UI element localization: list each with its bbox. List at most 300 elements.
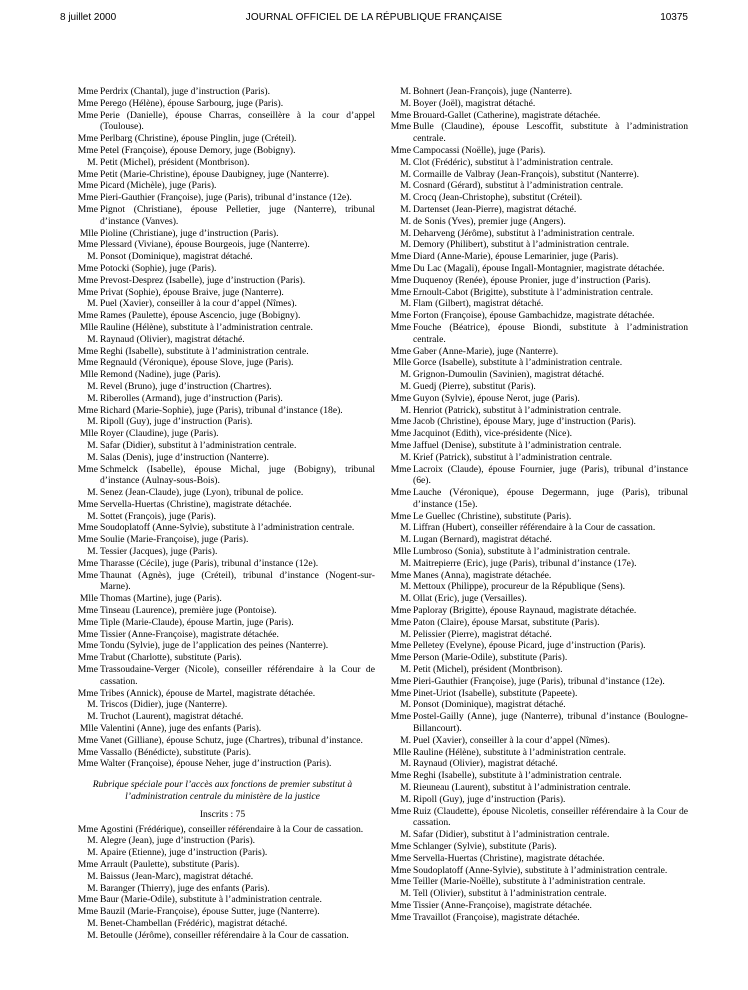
list-item: [383, 110, 688, 122]
entry-text: Perie (Danielle), épouse Charras, conseillère à la cour d’appel (Toulouse).: [100, 109, 375, 133]
entry-title: M.: [400, 380, 411, 392]
list-item: [383, 900, 688, 912]
entry-text: Dartenset (Jean-Pierre), magistrat détaché.: [413, 203, 577, 215]
list-item: [70, 593, 375, 605]
entry-title: Mme: [77, 144, 98, 156]
entry-title: Mme: [390, 911, 411, 923]
list-item: [70, 871, 375, 883]
list-item: [70, 847, 375, 859]
entry-text: Apaire (Etienne), juge d’instruction (Paris).: [100, 847, 268, 859]
entry-text: Bulle (Claudine), épouse Lescoffit, substitute à l’administration centrale.: [413, 121, 688, 145]
list-item: [70, 428, 375, 440]
entry-title: M.: [87, 451, 98, 463]
list-item: [383, 652, 688, 664]
entry-title: Mme: [77, 262, 98, 274]
entry-title: Mme: [77, 498, 98, 510]
entry-text: Perlbarg (Christine), épouse Pinglin, juge (Créteil).: [100, 133, 297, 145]
entry-text: Senez (Jean-Claude), juge (Lyon), tribunal de police.: [100, 487, 304, 499]
entry-text: Valentini (Anne), juge des enfants (Paris).: [100, 723, 262, 735]
entry-title: Mme: [77, 86, 98, 97]
list-item: [383, 676, 688, 688]
entry-text: Prevost-Desprez (Isabelle), juge d’instruction (Paris).: [100, 274, 306, 286]
list-item: [70, 558, 375, 570]
list-item: [383, 357, 688, 369]
entry-text: Riberolles (Armand), juge d’instruction (Paris).: [100, 392, 283, 404]
entry-title: Mme: [390, 463, 411, 475]
entry-title: M.: [87, 510, 98, 522]
entry-title: Mme: [390, 416, 411, 428]
list-item: [383, 487, 688, 511]
entry-title: M.: [87, 711, 98, 723]
entry-text: Duquenoy (Renée), épouse Pronier, juge d’instruction (Paris).: [413, 274, 651, 286]
entry-title: Mlle: [79, 593, 98, 605]
entry-text: Pelletey (Evelyne), épouse Picard, juge d’instruction (Paris).: [413, 640, 646, 652]
entry-title: Mme: [77, 628, 98, 640]
list-item: [70, 464, 375, 488]
entry-title: Mme: [77, 906, 98, 918]
entry-title: Mme: [77, 746, 98, 758]
entry-text: Brouard-Gallet (Catherine), magistrate détachée.: [413, 109, 601, 121]
entry-text: Tell (Olivier), substitut à l’administration centrale.: [413, 888, 607, 900]
entry-text: Servella-Huertas (Christine), magistrate détachée.: [413, 852, 605, 864]
entry-title: M.: [87, 156, 98, 168]
entry-title: Mme: [390, 841, 411, 852]
list-item: [70, 499, 375, 511]
list-item: [70, 452, 375, 464]
list-item: [383, 228, 688, 240]
entry-title: Mme: [77, 109, 98, 121]
entry-title: M.: [400, 227, 411, 239]
entry-text: Le Guellec (Christine), substitute (Paris).: [413, 510, 572, 522]
list-item: [70, 758, 375, 770]
list-item: [383, 98, 688, 110]
entry-text: Schlanger (Sylvie), substitute (Paris).: [413, 841, 557, 852]
entry-text: Agostini (Frédérique), conseiller référendaire à la Cour de cassation.: [100, 823, 364, 835]
entry-title: M.: [400, 156, 411, 168]
entry-text: Demory (Philibert), substitut à l’administration centrale.: [413, 239, 630, 251]
entry-text: Tissier (Anne-Françoise), magistrate détachée.: [413, 899, 592, 911]
entry-text: Fouche (Béatrice), épouse Biondi, substitute à l’administration centrale.: [413, 321, 688, 345]
entry-title: M.: [87, 439, 98, 451]
entry-text: Clot (Frédéric), substitut à l’administration centrale.: [413, 156, 614, 168]
list-item: [383, 86, 688, 98]
entry-title: M.: [400, 298, 411, 310]
entry-title: Mme: [77, 734, 98, 746]
entry-title: M.: [87, 392, 98, 404]
entry-text: Guedj (Pierre), substitut (Paris).: [413, 380, 536, 392]
list-item: [70, 416, 375, 428]
entry-title: Mme: [77, 652, 98, 664]
entry-title: Mme: [390, 286, 411, 298]
entry-text: Puel (Xavier), conseiller à la cour d’appel (Nîmes).: [100, 298, 297, 310]
entry-title: M.: [400, 86, 411, 97]
entry-text: Person (Marie-Odile), substitute (Paris).: [413, 652, 568, 664]
list-item: [70, 169, 375, 181]
list-item: [383, 157, 688, 169]
entry-text: Royer (Claudine), juge (Paris).: [100, 428, 219, 440]
list-item: [70, 145, 375, 157]
entry-title: Mme: [77, 894, 98, 906]
list-item: [383, 416, 688, 428]
list-item: [383, 464, 688, 488]
list-item: [383, 522, 688, 534]
entry-title: M.: [400, 699, 411, 711]
entry-text: Servella-Huertas (Christine), magistrate détachée.: [100, 498, 292, 510]
list-item: [383, 346, 688, 358]
list-item: [70, 346, 375, 358]
entry-text: Travaillot (Françoise), magistrate détachée.: [413, 911, 580, 923]
entry-text: Jacob (Christine), épouse Mary, juge d’instruction (Paris).: [413, 416, 636, 428]
entry-text: Tondu (Sylvie), juge de l’application des peines (Nanterre).: [100, 640, 329, 652]
entry-text: Perego (Hélène), épouse Sarbourg, juge (Paris).: [100, 97, 284, 109]
entry-title: Mme: [390, 899, 411, 911]
list-item: [383, 841, 688, 853]
list-item: [70, 487, 375, 499]
entry-text: Tiple (Marie-Claude), épouse Martin, juge (Paris).: [100, 616, 294, 628]
list-item: [70, 322, 375, 334]
entry-text: Revel (Bruno), juge d’instruction (Chartres).: [100, 380, 272, 392]
entry-text: Reghi (Isabelle), substitute à l’administration centrale.: [413, 770, 622, 782]
list-item: [383, 829, 688, 841]
list-item: [383, 617, 688, 629]
entry-title: Mme: [77, 859, 98, 870]
list-item: [70, 747, 375, 759]
entry-title: M.: [400, 451, 411, 463]
list-item: [70, 906, 375, 918]
entry-text: Trabut (Charlotte), substitute (Paris).: [100, 652, 242, 664]
entry-title: Mme: [390, 864, 411, 876]
entry-title: Mme: [77, 758, 98, 770]
list-item: [383, 888, 688, 900]
entry-title: Mme: [77, 557, 98, 569]
entry-text: Remond (Nadine), juge (Paris).: [100, 369, 221, 381]
entry-text: Petel (Françoise), épouse Demory, juge (Bobigny).: [100, 144, 296, 156]
entry-text: Tessier (Jacques), juge (Paris).: [100, 546, 218, 558]
entry-title: M.: [400, 793, 411, 805]
list-item: [383, 381, 688, 393]
list-item: [383, 251, 688, 263]
entry-title: M.: [87, 870, 98, 882]
entry-text: Rauline (Hélène), substitute à l’administration centrale.: [100, 321, 313, 333]
page-header: [60, 12, 688, 28]
list-item: [383, 298, 688, 310]
entry-title: M.: [400, 192, 411, 204]
entry-title: M.: [400, 369, 411, 381]
entry-title: Mme: [390, 439, 411, 451]
entry-text: Paploray (Brigitte), épouse Raynaud, magistrate détachée.: [413, 605, 637, 617]
entry-text: Ripoll (Guy), juge d’instruction (Paris).: [413, 793, 566, 805]
list-item: [383, 393, 688, 405]
list-item: [383, 782, 688, 794]
entry-title: M.: [87, 298, 98, 310]
list-item: [70, 98, 375, 110]
entry-text: Bauzil (Marie-Françoise), épouse Sutter, juge (Nanterre).: [100, 906, 320, 918]
entry-title: Mme: [390, 144, 411, 156]
list-item: [383, 640, 688, 652]
entry-text: Reghi (Isabelle), substitute à l’administration centrale.: [100, 345, 309, 357]
entry-text: Truchot (Laurent), magistrat détaché.: [100, 711, 244, 723]
entry-title: M.: [87, 251, 98, 263]
list-item: [383, 546, 688, 558]
entry-text: Rauline (Hélène), substitute à l’administration centrale.: [413, 746, 626, 758]
list-item: [383, 711, 688, 735]
entry-title: M.: [400, 829, 411, 841]
entry-text: Ollat (Eric), juge (Versailles).: [413, 593, 527, 605]
list-item: [70, 440, 375, 452]
entry-title: Mme: [390, 487, 411, 499]
list-item: [70, 699, 375, 711]
entry-text: Triscos (Didier), juge (Nanterre).: [100, 699, 228, 711]
entry-text: Schmelck (Isabelle), épouse Michal, juge (Bobigny), tribunal d’instance (Aulnay-sous-Bois).: [100, 463, 375, 487]
entry-title: Mme: [390, 652, 411, 664]
list-item: [70, 522, 375, 534]
entry-text: Flam (Gilbert), magistrat détaché.: [413, 298, 544, 310]
entry-text: Lugan (Bernard), magistrat détaché.: [413, 534, 552, 546]
entry-title: M.: [400, 404, 411, 416]
list-item: [383, 192, 688, 204]
list-item: [70, 930, 375, 942]
entry-text: Alegre (Jean), juge d’instruction (Paris).: [100, 835, 256, 847]
header-title: JOURNAL OFFICIEL DE LA RÉPUBLIQUE FRANÇAISE: [245, 12, 503, 23]
list-item: [383, 239, 688, 251]
entry-text: Paton (Claire), épouse Marsat, substitute (Paris).: [413, 616, 600, 628]
entry-text: Deharveng (Jérôme), substitut à l’administration centrale.: [413, 227, 635, 239]
entry-text: Lumbroso (Sonia), substitute à l’administration centrale.: [413, 546, 631, 558]
list-item: [70, 275, 375, 287]
entry-title: M.: [400, 168, 411, 180]
list-item: [70, 239, 375, 251]
header-date: 8 juillet 2000: [60, 12, 117, 23]
right-entry-list: [383, 86, 688, 924]
list-item: [383, 558, 688, 570]
entry-title: Mme: [77, 616, 98, 628]
entry-text: Gaber (Anne-Marie), juge (Nanterre).: [413, 345, 559, 357]
entry-title: Mme: [390, 770, 411, 782]
entry-title: Mme: [390, 251, 411, 263]
list-item: [383, 629, 688, 641]
entry-text: Rieuneau (Laurent), substitut à l’administration centrale.: [413, 782, 631, 794]
entry-text: Cormaille de Valbray (Jean-François), substitut (Nanterre).: [413, 168, 640, 180]
entry-title: M.: [400, 522, 411, 534]
list-item: [383, 322, 688, 346]
entry-text: Tissier (Anne-Françoise), magistrate détachée.: [100, 628, 279, 640]
entry-text: Salas (Denis), juge d’instruction (Nanterre).: [100, 451, 269, 463]
entry-text: Pinet-Uriot (Isabelle), substitute (Papeete).: [413, 687, 578, 699]
list-item: [383, 605, 688, 617]
list-item: [70, 133, 375, 145]
entry-title: Mme: [77, 97, 98, 109]
entry-title: Mme: [390, 687, 411, 699]
list-item: [70, 228, 375, 240]
entry-title: M.: [400, 664, 411, 676]
entry-text: Pieri-Gauthier (Françoise), juge (Paris), tribunal d’instance (12e).: [413, 675, 665, 687]
entry-text: Richard (Marie-Sophie), juge (Paris), tribunal d’instance (18e).: [100, 404, 343, 416]
list-item: [383, 275, 688, 287]
list-item: [383, 735, 688, 747]
rubrique-heading: Rubrique spéciale pour l’accès aux fonctions de premier substitut à l’administration centrale du ministère de la justice: [92, 779, 353, 803]
entry-title: M.: [400, 593, 411, 605]
list-item: [70, 918, 375, 930]
entry-text: Ripoll (Guy), juge d’instruction (Paris).: [100, 416, 253, 428]
entry-text: Perdrix (Chantal), juge d’instruction (Paris).: [100, 86, 270, 97]
entry-title: M.: [400, 758, 411, 770]
entry-title: Mme: [390, 569, 411, 581]
entry-title: Mlle: [79, 369, 98, 381]
entry-title: M.: [87, 847, 98, 859]
entry-text: Ernoult-Cabot (Brigitte), substitute à l’administration centrale.: [413, 286, 654, 298]
entry-title: Mme: [77, 664, 98, 676]
entry-text: Safar (Didier), substitut à l’administration centrale.: [100, 439, 297, 451]
list-item: [70, 723, 375, 735]
list-item: [70, 357, 375, 369]
list-item: [70, 534, 375, 546]
list-item: [70, 883, 375, 895]
entry-title: M.: [87, 416, 98, 428]
entry-text: de Sonis (Yves), premier juge (Angers).: [413, 215, 566, 227]
entry-text: Liffran (Hubert), conseiller référendaire à la Cour de cassation.: [413, 522, 656, 534]
list-item: [70, 859, 375, 871]
list-item: [383, 263, 688, 275]
entry-title: M.: [87, 487, 98, 499]
entry-title: Mme: [77, 357, 98, 369]
entry-text: Tinseau (Laurence), première juge (Pontoise).: [100, 605, 277, 617]
list-item: [70, 652, 375, 664]
list-item: [383, 145, 688, 157]
entry-text: Diard (Anne-Marie), épouse Lemarinier, juge (Paris).: [413, 251, 619, 263]
entry-text: Thomas (Martine), juge (Paris).: [100, 593, 222, 605]
list-item: [383, 428, 688, 440]
list-item: [70, 393, 375, 405]
entry-title: Mme: [77, 239, 98, 251]
list-item: [383, 747, 688, 759]
entry-title: M.: [87, 546, 98, 558]
entry-text: Bohnert (Jean-François), juge (Nanterre).: [413, 86, 573, 97]
entry-text: Petit (Michel), président (Montbrison).: [413, 664, 563, 676]
list-item: [383, 853, 688, 865]
list-item: [70, 605, 375, 617]
entry-text: Baissus (Jean-Marc), magistrat détaché.: [100, 870, 254, 882]
entry-title: Mme: [390, 805, 411, 817]
list-item: [383, 310, 688, 322]
header-page-number: 10375: [660, 12, 688, 23]
left-entry-list-2: [70, 824, 375, 942]
entry-text: Sottet (François), juge (Paris).: [100, 510, 216, 522]
entry-title: Mme: [77, 404, 98, 416]
entry-title: Mlle: [79, 227, 98, 239]
entry-text: Baranger (Thierry), juge des enfants (Paris).: [100, 882, 270, 894]
list-item: [70, 640, 375, 652]
entry-title: Mme: [77, 569, 98, 581]
list-item: [383, 794, 688, 806]
list-item: [383, 699, 688, 711]
entry-title: Mme: [390, 321, 411, 333]
list-item: [70, 405, 375, 417]
entry-title: Mme: [77, 168, 98, 180]
entry-text: Lacroix (Claude), épouse Fournier, juge (Paris), tribunal d’instance (6e).: [413, 463, 688, 487]
list-item: [70, 688, 375, 700]
entry-title: Mme: [77, 522, 98, 534]
list-item: [70, 86, 375, 98]
list-item: [383, 180, 688, 192]
list-item: [383, 287, 688, 299]
entry-title: M.: [400, 557, 411, 569]
list-item: [70, 570, 375, 594]
entry-title: Mme: [390, 109, 411, 121]
entry-text: Pioline (Christiane), juge d’instruction (Paris).: [100, 227, 279, 239]
entry-title: Mme: [77, 133, 98, 145]
list-item: [383, 534, 688, 546]
list-item: [70, 298, 375, 310]
entry-text: Tribes (Annick), épouse de Martel, magistrate détachée.: [100, 687, 316, 699]
entry-text: Betoulle (Jérôme), conseiller référendaire à la Cour de cassation.: [100, 929, 349, 941]
list-item: [383, 581, 688, 593]
entry-text: Du Lac (Magali), épouse Ingall-Montagnier, magistrate détachée.: [413, 262, 665, 274]
entry-text: Cosnard (Gérard), substitut à l’administration centrale.: [413, 180, 624, 192]
entry-text: Soudoplatoff (Anne-Sylvie), substitute à l’administration centrale.: [413, 864, 668, 876]
entry-title: Mme: [77, 640, 98, 652]
entry-text: Lauche (Véronique), épouse Degermann, juge (Paris), tribunal d’instance (15e).: [413, 487, 688, 510]
inscrits-count: Inscrits : 75: [199, 808, 246, 820]
entry-title: M.: [400, 734, 411, 746]
entry-text: Ruiz (Claudette), épouse Nicoletis, conseiller référendaire à la Cour de cassation.: [413, 805, 688, 829]
entry-title: M.: [87, 699, 98, 711]
left-entry-list: [70, 86, 375, 770]
entry-title: Mme: [77, 192, 98, 204]
list-item: [383, 688, 688, 700]
entry-text: Petit (Marie-Christine), épouse Daubigney, juge (Nanterre).: [100, 168, 330, 180]
list-item: [70, 511, 375, 523]
list-item: [70, 192, 375, 204]
entry-title: Mme: [390, 428, 411, 440]
list-item: [70, 381, 375, 393]
entry-text: Pieri-Gauthier (Françoise), juge (Paris), tribunal d’instance (12e).: [100, 192, 352, 204]
entry-text: Mettoux (Philippe), procureur de la République (Sens).: [413, 581, 626, 593]
entry-title: Mme: [390, 392, 411, 404]
entry-title: M.: [400, 888, 411, 900]
list-item: [70, 369, 375, 381]
entry-text: Jaffuel (Denise), substitute à l’administration centrale.: [413, 439, 622, 451]
list-item: [383, 216, 688, 228]
entry-title: Mlle: [392, 746, 411, 758]
entry-title: M.: [400, 239, 411, 251]
list-item: [383, 876, 688, 888]
entry-text: Ponsot (Dominique), magistrat détaché.: [100, 251, 253, 263]
entry-title: Mme: [77, 687, 98, 699]
list-item: [70, 894, 375, 906]
entry-title: Mme: [77, 180, 98, 192]
entry-text: Postel-Gailly (Anne), juge (Nanterre), tribunal d’instance (Boulogne-Billancourt).: [413, 711, 688, 735]
entry-text: Guyon (Sylvie), épouse Nerot, juge (Paris).: [413, 392, 580, 404]
entry-title: Mme: [77, 534, 98, 546]
entry-title: M.: [400, 581, 411, 593]
entry-title: Mme: [77, 345, 98, 357]
list-item: [383, 664, 688, 676]
entry-title: Mme: [390, 310, 411, 322]
entry-title: M.: [400, 534, 411, 546]
entry-title: Mme: [77, 823, 98, 835]
entry-title: Mlle: [79, 428, 98, 440]
entry-text: Henriot (Patrick), substitut à l’administration centrale.: [413, 404, 622, 416]
entry-text: Picard (Michèle), juge (Paris).: [100, 180, 217, 192]
list-item: [383, 570, 688, 582]
list-item: [383, 204, 688, 216]
list-item: [383, 806, 688, 830]
entry-title: Mme: [390, 616, 411, 628]
entry-text: Thaunat (Agnès), juge (Créteil), tribunal d’instance (Nogent-sur-Marne).: [100, 569, 375, 593]
list-item: [70, 204, 375, 228]
entry-title: Mme: [390, 675, 411, 687]
entry-title: M.: [87, 917, 98, 929]
